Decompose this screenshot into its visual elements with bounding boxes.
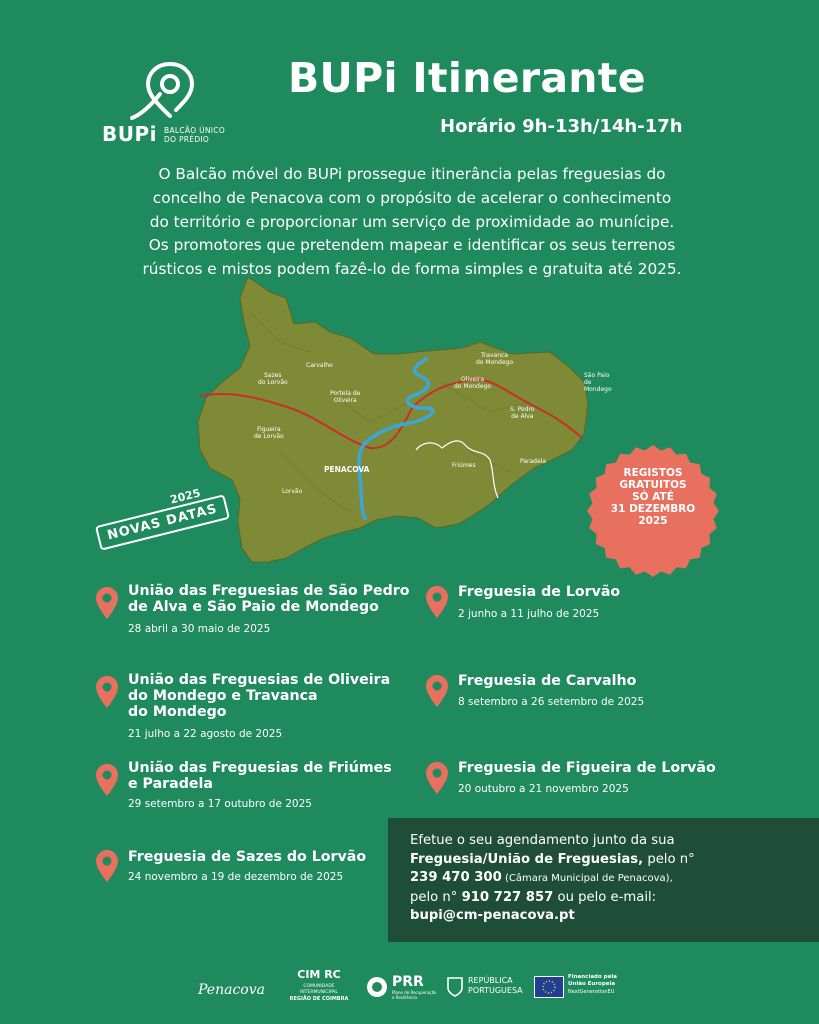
- schedule-entry-carvalho: [426, 673, 726, 713]
- entry-title: [128, 583, 410, 615]
- map-label-sao-paio: São Paio de Mondego: [584, 372, 612, 393]
- contact-text: ou pelo e-mail:: [553, 889, 657, 905]
- map-label-lorvao: Lorvão: [282, 488, 303, 495]
- novas-datas-stamp: [88, 486, 228, 560]
- entry-title-line: Freguesia de Figueira de Lorvão: [458, 760, 716, 776]
- logo-subtitle-line2: DO PRÉDIO: [164, 135, 210, 144]
- eu-line2: União Europeia: [568, 981, 616, 987]
- contact-text: pelo n°: [410, 889, 462, 905]
- contact-box: [388, 818, 819, 942]
- entry-dates: 20 outubro a 21 novembro 2025: [458, 783, 629, 795]
- schedule-entry-lorvao: [426, 584, 726, 624]
- intro-line: Os promotores que pretendem mapear e identificar os seus terrenos: [148, 236, 676, 255]
- eu-line3: NextGenerationEU: [568, 989, 615, 995]
- contact-freguesia: Freguesia/União de Freguesias,: [410, 851, 644, 867]
- schedule-entry-friumes: [96, 760, 416, 816]
- entry-title: [458, 673, 636, 689]
- entry-dates: 2 junho a 11 julho de 2025: [458, 608, 600, 620]
- contact-line2: [410, 851, 799, 870]
- map-pin-icon: [426, 675, 448, 707]
- republica-emblem-icon: [446, 976, 464, 998]
- eu-logo: [534, 972, 634, 1006]
- map-label-sao-pedro: S. Pedro de Alva: [510, 406, 535, 420]
- map-label-carvalho: Carvalho: [306, 362, 333, 369]
- schedule-entry-oliveira: [96, 672, 416, 744]
- eu-line1: Financiado pela: [568, 974, 617, 980]
- entry-dates: 8 setembro a 26 setembro de 2025: [458, 696, 645, 708]
- entry-title-line: Freguesia de Carvalho: [458, 673, 637, 689]
- contact-line3: [410, 869, 799, 889]
- map-pin-icon: [96, 676, 118, 708]
- page-title: BUPi Itinerante: [288, 54, 646, 102]
- stamp-label: NOVAS DATAS: [95, 494, 230, 550]
- phone-1-note: (Câmara Municipal de Penacova),: [501, 873, 673, 884]
- cim-rc-logo: [284, 968, 354, 1008]
- prr-subtitle: Plano de Recuperação e Resiliência: [392, 990, 437, 1000]
- badge-line: SÓ ATÉ: [632, 491, 674, 503]
- entry-title-line: União das Freguesias de Oliveira: [128, 672, 391, 688]
- republica-portuguesa-logo: [446, 974, 528, 1004]
- stamp-year: 2025: [168, 486, 202, 507]
- contact-line1: Efetue o seu agendamento junto da sua: [410, 833, 675, 848]
- badge-line: REGISTOS: [623, 467, 683, 479]
- entry-title-line: Freguesia de Lorvão: [458, 584, 621, 600]
- entry-title-line: Freguesia de Sazes do Lorvão: [128, 849, 367, 865]
- entry-title: [128, 672, 390, 720]
- map-label-penacova: PENACOVA: [324, 465, 370, 474]
- contact-email[interactable]: bupi@cm-penacova.pt: [410, 908, 575, 923]
- map-label-sazes: Sazes do Lorvão: [258, 372, 288, 386]
- republica-line1: REPÚBLICA: [468, 976, 513, 985]
- badge-text: [585, 467, 721, 527]
- intro-line: concelho de Penacova com o propósito de acelerar o conhecimento: [152, 188, 672, 207]
- entry-title-line: de Alva e São Paio de Mondego: [128, 599, 379, 615]
- entry-title: [128, 849, 366, 865]
- map-graphic: [190, 272, 600, 572]
- logo-wordmark: BUPi: [102, 122, 157, 146]
- phone-2[interactable]: 910 727 857: [461, 889, 554, 905]
- map-pin-icon: [426, 762, 448, 794]
- map-pin-icon: [96, 764, 118, 796]
- intro-line: do território e proporcionar um serviço de proximidade ao munícipe.: [149, 212, 675, 231]
- badge-line: 31 DEZEMBRO: [610, 503, 696, 515]
- map-label-figueira: Figueira de Lorvão: [254, 426, 284, 440]
- entry-title-line: do Mondego e Travanca: [128, 688, 318, 704]
- cim-rc-wordmark: CIM RC: [297, 968, 341, 981]
- prr-circle-icon: [366, 976, 388, 998]
- entry-title-line: União das Freguesias de Friúmes: [128, 760, 392, 776]
- entry-dates: 29 setembro a 17 outubro de 2025: [128, 798, 312, 810]
- entry-title-line: União das Freguesias de São Pedro: [128, 583, 410, 599]
- location-pin-logo-icon: [130, 60, 200, 120]
- badge-line: GRATUITOS: [619, 479, 687, 491]
- penacova-wordmark: Penacova: [198, 982, 265, 998]
- schedule-entry-sao-pedro: [96, 583, 416, 643]
- entry-dates: 24 novembro a 19 de dezembro de 2025: [128, 871, 344, 883]
- entry-title: [128, 760, 392, 792]
- logo-subtitle-line1: BALCÃO ÚNICO: [164, 126, 226, 135]
- entry-dates: 21 julho a 22 agosto de 2025: [128, 728, 283, 740]
- entry-title-line: do Mondego: [128, 704, 227, 720]
- map-label-paradela: Paradela: [520, 458, 547, 465]
- contact-text: pelo n°: [643, 851, 695, 867]
- map-pin-icon: [96, 850, 118, 882]
- bupi-logo: [100, 60, 240, 150]
- map-pin-icon: [96, 587, 118, 619]
- map-pin-icon: [426, 586, 448, 618]
- entry-title-line: e Paradela: [128, 776, 213, 792]
- map-label-travanca: Travanca do Mondego: [476, 352, 514, 366]
- intro-line: O Balcão móvel do BUPi prossegue itinerância pelas freguesias do: [158, 165, 666, 183]
- opening-hours: Horário 9h-13h/14h-17h: [440, 116, 683, 137]
- cim-sub1: COMUNIDADE INTERMUNICIPAL: [300, 984, 338, 995]
- logo-subtitle: [164, 126, 244, 144]
- intro-paragraph: [102, 163, 722, 282]
- municipality-map: [190, 272, 612, 572]
- map-label-portela: Portela de Oliveira: [330, 390, 361, 404]
- map-label-friumes: Friúmes: [452, 462, 476, 469]
- contact-line4: [410, 889, 799, 908]
- entry-dates: 28 abril a 30 maio de 2025: [128, 623, 271, 635]
- entry-title: [458, 584, 620, 600]
- entry-title: [458, 760, 716, 776]
- badge-line: 2025: [638, 515, 668, 527]
- schedule-entry-figueira: [426, 760, 746, 800]
- map-label-oliveira: Oliveira do Mondego: [454, 376, 492, 390]
- prr-wordmark: PRR: [392, 974, 424, 990]
- schedule-entry-sazes: [96, 848, 386, 888]
- republica-line2: PORTUGUESA: [468, 986, 523, 995]
- eu-flag-icon: [534, 976, 564, 998]
- free-registration-badge: [585, 443, 721, 579]
- phone-1[interactable]: 239 470 300: [410, 870, 502, 885]
- cim-sub2: REGIÃO DE COIMBRA: [289, 996, 349, 1002]
- intro-line: rústicos e mistos podem fazê-lo de forma simples e gratuita até 2025.: [142, 260, 682, 279]
- prr-logo: [366, 972, 440, 1008]
- footer-logos: [0, 964, 819, 1014]
- penacova-logo: [198, 974, 270, 1006]
